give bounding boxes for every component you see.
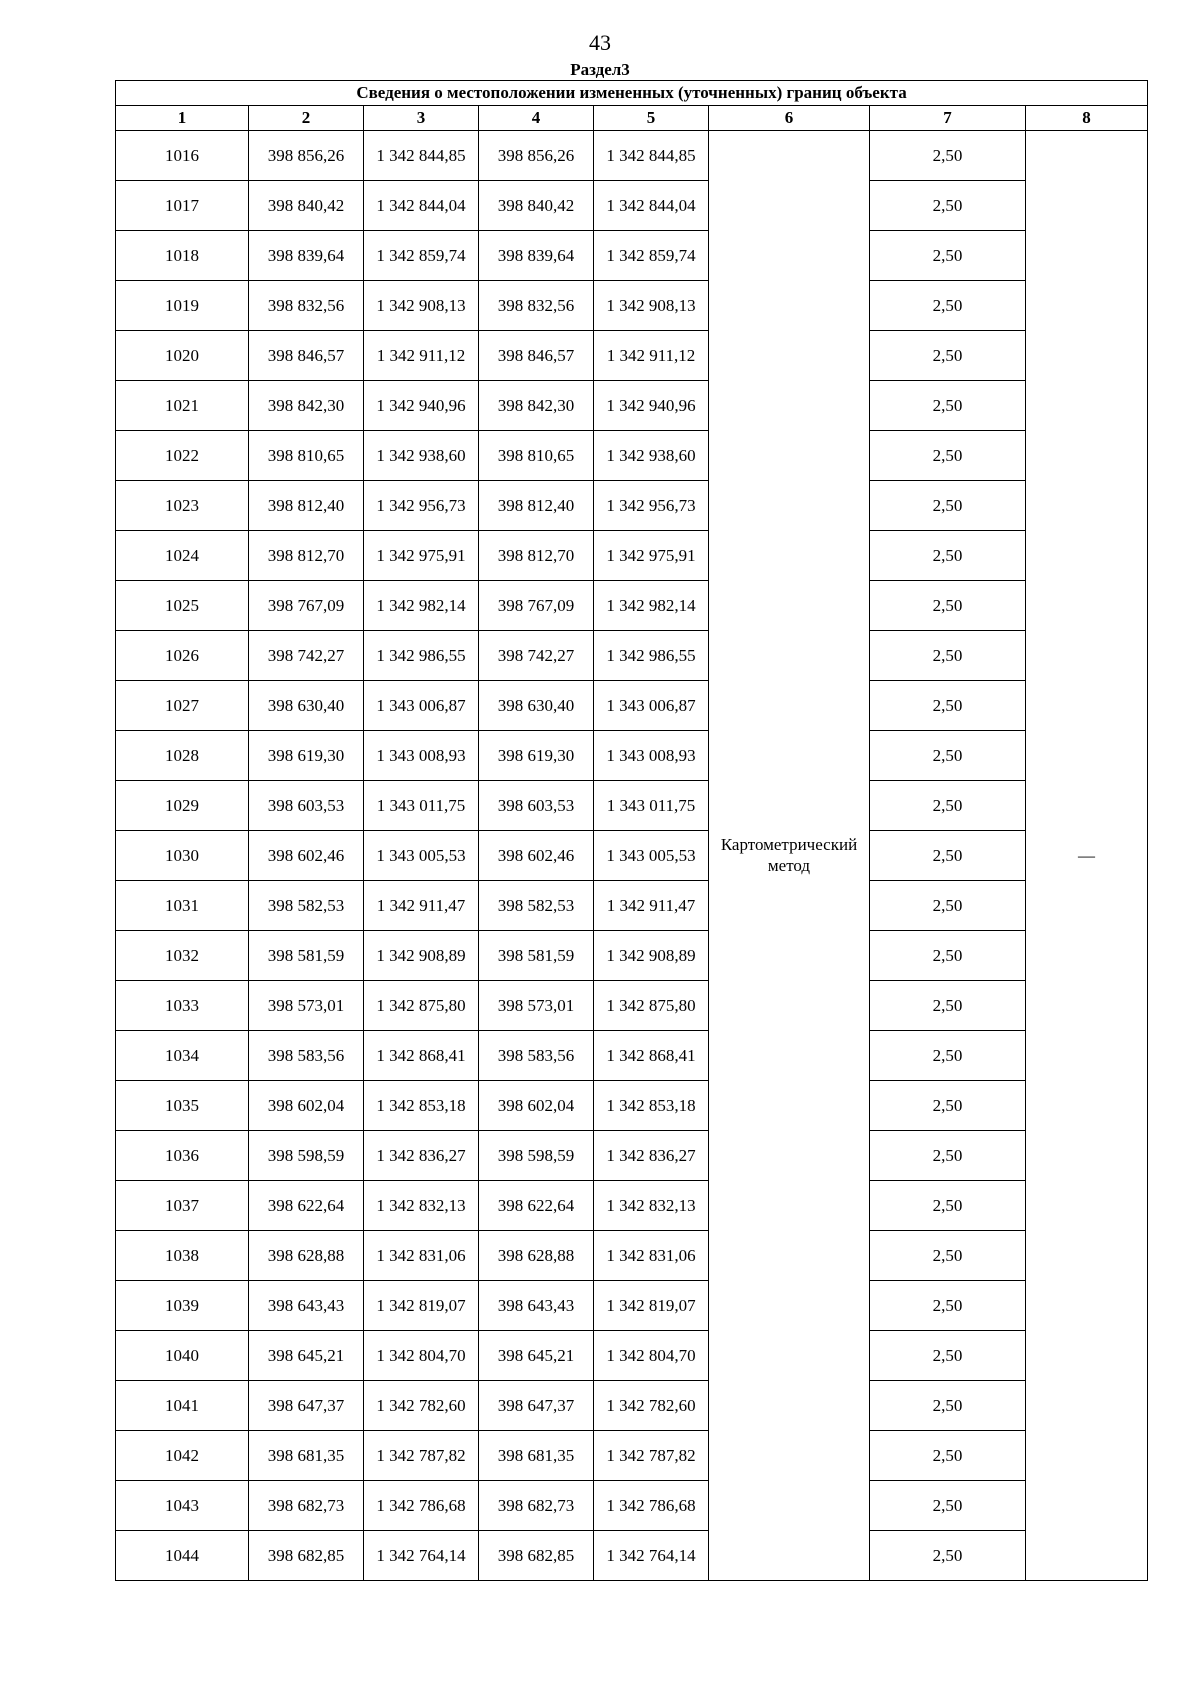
y-new-cell: 1 342 908,89 [594, 931, 709, 981]
y-old-cell: 1 342 911,12 [364, 331, 479, 381]
x-old-cell: 398 840,42 [249, 181, 364, 231]
x-old-cell: 398 856,26 [249, 131, 364, 181]
accuracy-cell: 2,50 [870, 231, 1026, 281]
x-new-cell: 398 742,27 [479, 631, 594, 681]
x-new-cell: 398 582,53 [479, 881, 594, 931]
table-row [116, 1381, 1148, 1431]
point-number-cell: 1039 [116, 1281, 249, 1331]
point-number-cell: 1034 [116, 1031, 249, 1081]
col8-cell: — [1026, 131, 1148, 1581]
coordinates-table [115, 80, 1148, 1581]
table-row [116, 1131, 1148, 1181]
x-old-cell: 398 812,70 [249, 531, 364, 581]
accuracy-cell: 2,50 [870, 631, 1026, 681]
x-old-cell: 398 603,53 [249, 781, 364, 831]
y-new-cell: 1 342 956,73 [594, 481, 709, 531]
accuracy-cell: 2,50 [870, 831, 1026, 881]
x-new-cell: 398 681,35 [479, 1431, 594, 1481]
y-new-cell: 1 342 982,14 [594, 581, 709, 631]
x-old-cell: 398 573,01 [249, 981, 364, 1031]
y-new-cell: 1 342 832,13 [594, 1181, 709, 1231]
x-new-cell: 398 810,65 [479, 431, 594, 481]
accuracy-cell: 2,50 [870, 281, 1026, 331]
y-new-cell: 1 342 819,07 [594, 1281, 709, 1331]
y-old-cell: 1 342 844,85 [364, 131, 479, 181]
accuracy-cell: 2,50 [870, 1381, 1026, 1431]
accuracy-cell: 2,50 [870, 1481, 1026, 1531]
table-row [116, 1231, 1148, 1281]
x-old-cell: 398 832,56 [249, 281, 364, 331]
y-new-cell: 1 342 831,06 [594, 1231, 709, 1281]
accuracy-cell: 2,50 [870, 481, 1026, 531]
x-new-cell: 398 602,46 [479, 831, 594, 881]
y-new-cell: 1 342 844,04 [594, 181, 709, 231]
table-body [116, 131, 1148, 1581]
table-row [116, 281, 1148, 331]
accuracy-cell: 2,50 [870, 781, 1026, 831]
table-row [116, 931, 1148, 981]
y-old-cell: 1 343 008,93 [364, 731, 479, 781]
table-row [116, 1331, 1148, 1381]
x-old-cell: 398 742,27 [249, 631, 364, 681]
accuracy-cell: 2,50 [870, 131, 1026, 181]
x-old-cell: 398 682,85 [249, 1531, 364, 1581]
column-number: 1 [116, 106, 249, 131]
column-number: 8 [1026, 106, 1148, 131]
table-row [116, 881, 1148, 931]
y-new-cell: 1 342 853,18 [594, 1081, 709, 1131]
y-new-cell: 1 343 011,75 [594, 781, 709, 831]
y-new-cell: 1 342 938,60 [594, 431, 709, 481]
accuracy-cell: 2,50 [870, 1031, 1026, 1081]
table-row [116, 781, 1148, 831]
accuracy-cell: 2,50 [870, 1331, 1026, 1381]
y-old-cell: 1 342 831,06 [364, 1231, 479, 1281]
accuracy-cell: 2,50 [870, 1431, 1026, 1481]
x-new-cell: 398 603,53 [479, 781, 594, 831]
x-new-cell: 398 581,59 [479, 931, 594, 981]
y-old-cell: 1 342 956,73 [364, 481, 479, 531]
table-row [116, 481, 1148, 531]
point-number-cell: 1043 [116, 1481, 249, 1531]
x-old-cell: 398 647,37 [249, 1381, 364, 1431]
column-number: 6 [709, 106, 870, 131]
x-old-cell: 398 602,04 [249, 1081, 364, 1131]
y-old-cell: 1 342 868,41 [364, 1031, 479, 1081]
x-old-cell: 398 643,43 [249, 1281, 364, 1331]
point-number-cell: 1029 [116, 781, 249, 831]
table-caption: Сведения о местоположении измененных (уточненных) границ объекта [116, 81, 1148, 106]
table-row [116, 331, 1148, 381]
y-old-cell: 1 342 940,96 [364, 381, 479, 431]
method-cell: Картометрический метод [709, 131, 870, 1581]
point-number-cell: 1030 [116, 831, 249, 881]
x-new-cell: 398 812,40 [479, 481, 594, 531]
y-old-cell: 1 342 875,80 [364, 981, 479, 1031]
y-old-cell: 1 342 804,70 [364, 1331, 479, 1381]
x-old-cell: 398 602,46 [249, 831, 364, 881]
y-old-cell: 1 343 011,75 [364, 781, 479, 831]
y-old-cell: 1 342 908,13 [364, 281, 479, 331]
x-new-cell: 398 682,73 [479, 1481, 594, 1531]
y-old-cell: 1 342 764,14 [364, 1531, 479, 1581]
x-old-cell: 398 810,65 [249, 431, 364, 481]
column-number: 7 [870, 106, 1026, 131]
column-number: 3 [364, 106, 479, 131]
x-new-cell: 398 842,30 [479, 381, 594, 431]
y-old-cell: 1 342 786,68 [364, 1481, 479, 1531]
point-number-cell: 1038 [116, 1231, 249, 1281]
x-old-cell: 398 581,59 [249, 931, 364, 981]
accuracy-cell: 2,50 [870, 1131, 1026, 1181]
y-new-cell: 1 342 911,47 [594, 881, 709, 931]
y-new-cell: 1 342 908,13 [594, 281, 709, 331]
y-new-cell: 1 343 008,93 [594, 731, 709, 781]
y-old-cell: 1 343 005,53 [364, 831, 479, 881]
y-old-cell: 1 342 938,60 [364, 431, 479, 481]
point-number-cell: 1017 [116, 181, 249, 231]
x-new-cell: 398 839,64 [479, 231, 594, 281]
accuracy-cell: 2,50 [870, 1181, 1026, 1231]
table-row [116, 181, 1148, 231]
y-new-cell: 1 342 875,80 [594, 981, 709, 1031]
y-new-cell: 1 342 786,68 [594, 1481, 709, 1531]
x-new-cell: 398 856,26 [479, 131, 594, 181]
table-row [116, 1531, 1148, 1581]
x-new-cell: 398 840,42 [479, 181, 594, 231]
accuracy-cell: 2,50 [870, 931, 1026, 981]
x-new-cell: 398 598,59 [479, 1131, 594, 1181]
x-old-cell: 398 645,21 [249, 1331, 364, 1381]
x-new-cell: 398 628,88 [479, 1231, 594, 1281]
x-old-cell: 398 628,88 [249, 1231, 364, 1281]
x-old-cell: 398 842,30 [249, 381, 364, 431]
table-row [116, 1431, 1148, 1481]
point-number-cell: 1041 [116, 1381, 249, 1431]
x-old-cell: 398 767,09 [249, 581, 364, 631]
point-number-cell: 1032 [116, 931, 249, 981]
table-row [116, 131, 1148, 181]
table-row [116, 531, 1148, 581]
y-new-cell: 1 343 005,53 [594, 831, 709, 881]
y-old-cell: 1 342 819,07 [364, 1281, 479, 1331]
point-number-cell: 1019 [116, 281, 249, 331]
accuracy-cell: 2,50 [870, 531, 1026, 581]
x-old-cell: 398 622,64 [249, 1181, 364, 1231]
table-row [116, 731, 1148, 781]
x-old-cell: 398 681,35 [249, 1431, 364, 1481]
accuracy-cell: 2,50 [870, 1531, 1026, 1581]
point-number-cell: 1021 [116, 381, 249, 431]
y-old-cell: 1 342 908,89 [364, 931, 479, 981]
point-number-cell: 1031 [116, 881, 249, 931]
x-old-cell: 398 582,53 [249, 881, 364, 931]
accuracy-cell: 2,50 [870, 381, 1026, 431]
accuracy-cell: 2,50 [870, 1231, 1026, 1281]
x-old-cell: 398 839,64 [249, 231, 364, 281]
x-old-cell: 398 846,57 [249, 331, 364, 381]
x-new-cell: 398 622,64 [479, 1181, 594, 1231]
y-old-cell: 1 342 844,04 [364, 181, 479, 231]
y-new-cell: 1 342 859,74 [594, 231, 709, 281]
y-new-cell: 1 342 804,70 [594, 1331, 709, 1381]
section-title: Раздел3 [570, 60, 630, 79]
table-row [116, 431, 1148, 481]
table-row [116, 581, 1148, 631]
accuracy-cell: 2,50 [870, 681, 1026, 731]
column-number: 2 [249, 106, 364, 131]
y-new-cell: 1 342 836,27 [594, 1131, 709, 1181]
accuracy-cell: 2,50 [870, 981, 1026, 1031]
x-new-cell: 398 630,40 [479, 681, 594, 731]
table-row [116, 631, 1148, 681]
point-number-cell: 1026 [116, 631, 249, 681]
table-row [116, 981, 1148, 1031]
table-row [116, 1081, 1148, 1131]
y-new-cell: 1 343 006,87 [594, 681, 709, 731]
table-row [116, 831, 1148, 881]
x-new-cell: 398 846,57 [479, 331, 594, 381]
point-number-cell: 1028 [116, 731, 249, 781]
point-number-cell: 1027 [116, 681, 249, 731]
y-new-cell: 1 342 787,82 [594, 1431, 709, 1481]
x-new-cell: 398 643,43 [479, 1281, 594, 1331]
point-number-cell: 1018 [116, 231, 249, 281]
accuracy-cell: 2,50 [870, 181, 1026, 231]
point-number-cell: 1042 [116, 1431, 249, 1481]
accuracy-cell: 2,50 [870, 431, 1026, 481]
x-old-cell: 398 598,59 [249, 1131, 364, 1181]
accuracy-cell: 2,50 [870, 581, 1026, 631]
point-number-cell: 1035 [116, 1081, 249, 1131]
y-old-cell: 1 342 986,55 [364, 631, 479, 681]
point-number-cell: 1037 [116, 1181, 249, 1231]
x-new-cell: 398 573,01 [479, 981, 594, 1031]
x-new-cell: 398 682,85 [479, 1531, 594, 1581]
x-new-cell: 398 583,56 [479, 1031, 594, 1081]
y-old-cell: 1 342 836,27 [364, 1131, 479, 1181]
column-number-row [116, 106, 1148, 131]
y-new-cell: 1 342 986,55 [594, 631, 709, 681]
y-old-cell: 1 342 982,14 [364, 581, 479, 631]
point-number-cell: 1036 [116, 1131, 249, 1181]
y-new-cell: 1 342 940,96 [594, 381, 709, 431]
y-old-cell: 1 342 853,18 [364, 1081, 479, 1131]
accuracy-cell: 2,50 [870, 1281, 1026, 1331]
x-new-cell: 398 767,09 [479, 581, 594, 631]
table-row [116, 681, 1148, 731]
x-new-cell: 398 645,21 [479, 1331, 594, 1381]
y-old-cell: 1 342 832,13 [364, 1181, 479, 1231]
point-number-cell: 1022 [116, 431, 249, 481]
x-new-cell: 398 832,56 [479, 281, 594, 331]
x-old-cell: 398 630,40 [249, 681, 364, 731]
y-new-cell: 1 342 764,14 [594, 1531, 709, 1581]
x-new-cell: 398 812,70 [479, 531, 594, 581]
point-number-cell: 1033 [116, 981, 249, 1031]
y-new-cell: 1 342 975,91 [594, 531, 709, 581]
y-old-cell: 1 343 006,87 [364, 681, 479, 731]
accuracy-cell: 2,50 [870, 881, 1026, 931]
y-old-cell: 1 342 782,60 [364, 1381, 479, 1431]
y-old-cell: 1 342 859,74 [364, 231, 479, 281]
y-old-cell: 1 342 911,47 [364, 881, 479, 931]
point-number-cell: 1024 [116, 531, 249, 581]
y-old-cell: 1 342 787,82 [364, 1431, 479, 1481]
point-number-cell: 1023 [116, 481, 249, 531]
point-number-cell: 1020 [116, 331, 249, 381]
point-number-cell: 1016 [116, 131, 249, 181]
x-new-cell: 398 602,04 [479, 1081, 594, 1131]
x-old-cell: 398 583,56 [249, 1031, 364, 1081]
y-new-cell: 1 342 868,41 [594, 1031, 709, 1081]
page-number: 43 [589, 30, 611, 55]
x-old-cell: 398 812,40 [249, 481, 364, 531]
table-row [116, 1281, 1148, 1331]
x-old-cell: 398 682,73 [249, 1481, 364, 1531]
table-row [116, 381, 1148, 431]
table-row [116, 1031, 1148, 1081]
column-number: 4 [479, 106, 594, 131]
y-new-cell: 1 342 911,12 [594, 331, 709, 381]
x-new-cell: 398 647,37 [479, 1381, 594, 1431]
y-new-cell: 1 342 844,85 [594, 131, 709, 181]
accuracy-cell: 2,50 [870, 1081, 1026, 1131]
y-old-cell: 1 342 975,91 [364, 531, 479, 581]
table-row [116, 1481, 1148, 1531]
table-row [116, 231, 1148, 281]
point-number-cell: 1025 [116, 581, 249, 631]
point-number-cell: 1040 [116, 1331, 249, 1381]
table-row [116, 1181, 1148, 1231]
point-number-cell: 1044 [116, 1531, 249, 1581]
accuracy-cell: 2,50 [870, 331, 1026, 381]
column-number: 5 [594, 106, 709, 131]
y-new-cell: 1 342 782,60 [594, 1381, 709, 1431]
accuracy-cell: 2,50 [870, 731, 1026, 781]
x-new-cell: 398 619,30 [479, 731, 594, 781]
x-old-cell: 398 619,30 [249, 731, 364, 781]
